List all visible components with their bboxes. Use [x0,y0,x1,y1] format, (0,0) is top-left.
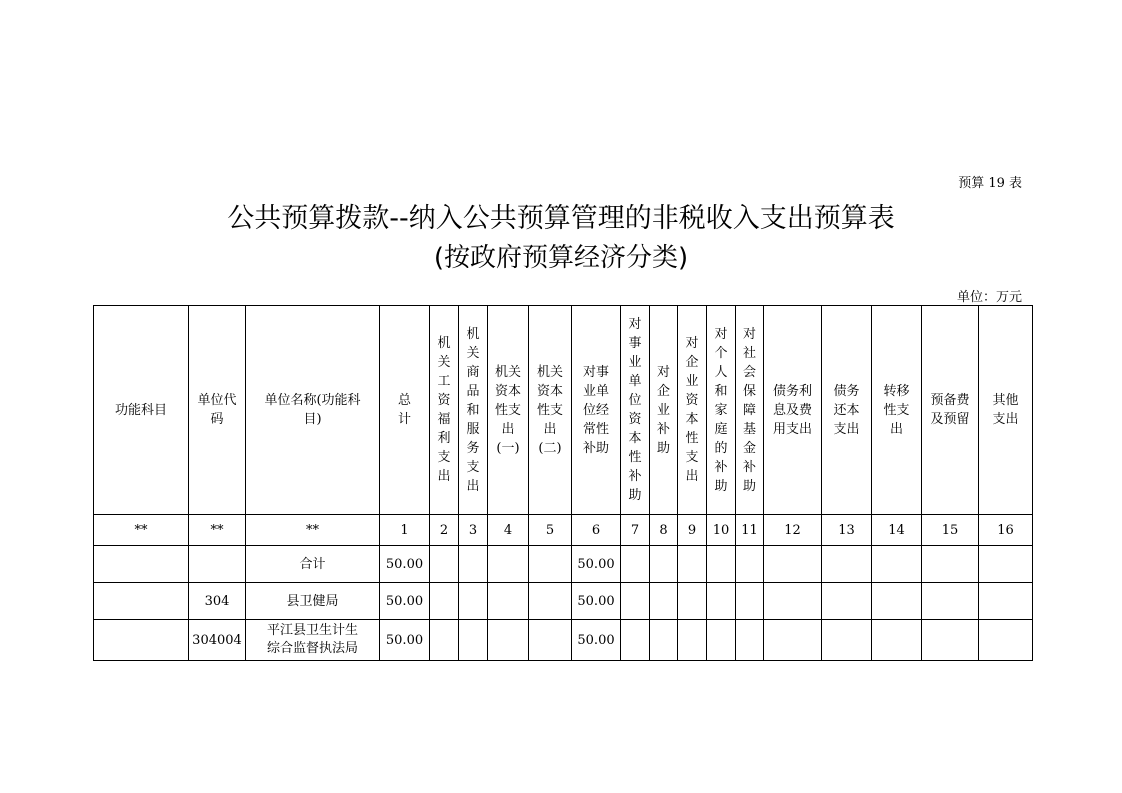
header-row [94,306,1033,515]
name-cell: 合计 [246,546,380,583]
table-row [94,546,1033,583]
page-subtitle: (按政府预算经济分类) [433,243,689,273]
total-cell: 50.00 [380,546,430,583]
code-cell: 304 [189,583,246,620]
name-line-2: 综合监督执法局 [266,641,358,656]
index-cell: 8 [650,515,678,546]
index-cell: 16 [979,515,1033,546]
c5-cell: 50.00 [572,583,621,620]
header-c11: 债务利息及费用支出 [764,306,822,515]
func-cell [94,620,189,661]
index-cell: 5 [529,515,572,546]
header-name: 单位名称(功能科目) [246,306,380,515]
index-cell: 15 [922,515,979,546]
header-func: 功能科目 [94,306,189,515]
index-cell: ** [189,515,246,546]
header-c5: 对事业单位经常性补助 [572,306,621,515]
header-c9: 对个人和家庭的补助 [707,306,736,515]
index-cell: 7 [621,515,650,546]
code-cell: 304004 [189,620,246,661]
header-c4: 机关资本性支出(二) [529,306,572,515]
header-c8: 对企业资本性支出 [678,306,707,515]
total-cell: 50.00 [380,583,430,620]
header-c10: 对社会保障基金补助 [736,306,764,515]
c5-cell: 50.00 [572,546,621,583]
name-cell: 县卫健局 [246,583,380,620]
index-cell: 4 [488,515,529,546]
index-cell: 13 [822,515,872,546]
header-c7: 对企业补助 [650,306,678,515]
index-cell: ** [246,515,380,546]
header-c6: 对事业单位资本性补助 [621,306,650,515]
header-c2: 机关商品和服务支出 [459,306,488,515]
header-c1: 机关工资福利支出 [430,306,459,515]
index-cell: 6 [572,515,621,546]
c5-cell: 50.00 [572,620,621,661]
header-code: 单位代码 [189,306,246,515]
document-number: 预算 19 表 [958,176,1022,191]
func-cell [94,583,189,620]
page-title: 公共预算拨款--纳入公共预算管理的非税收入支出预算表 [227,203,895,234]
header-c14: 预备费及预留 [922,306,979,515]
index-row [94,515,1033,546]
header-c13: 转移性支出 [872,306,922,515]
table-row [94,620,1033,661]
header-c3: 机关资本性支出(一) [488,306,529,515]
total-cell: 50.00 [380,620,430,661]
index-cell: 2 [430,515,459,546]
header-total: 总计 [380,306,430,515]
func-cell [94,546,189,583]
header-c15: 其他支出 [979,306,1033,515]
index-cell: 11 [736,515,764,546]
header-c12: 债务还本支出 [822,306,872,515]
index-cell: 14 [872,515,922,546]
index-cell: ** [94,515,189,546]
table-row [94,583,1033,620]
index-cell: 3 [459,515,488,546]
unit-label: 单位：万元 [956,290,1022,305]
name-line-1: 平江县卫生计生 [266,623,358,638]
index-cell: 12 [764,515,822,546]
index-cell: 1 [380,515,430,546]
code-cell [189,546,246,583]
index-cell: 10 [707,515,736,546]
name-cell [246,620,380,661]
budget-table [93,305,1033,661]
index-cell: 9 [678,515,707,546]
